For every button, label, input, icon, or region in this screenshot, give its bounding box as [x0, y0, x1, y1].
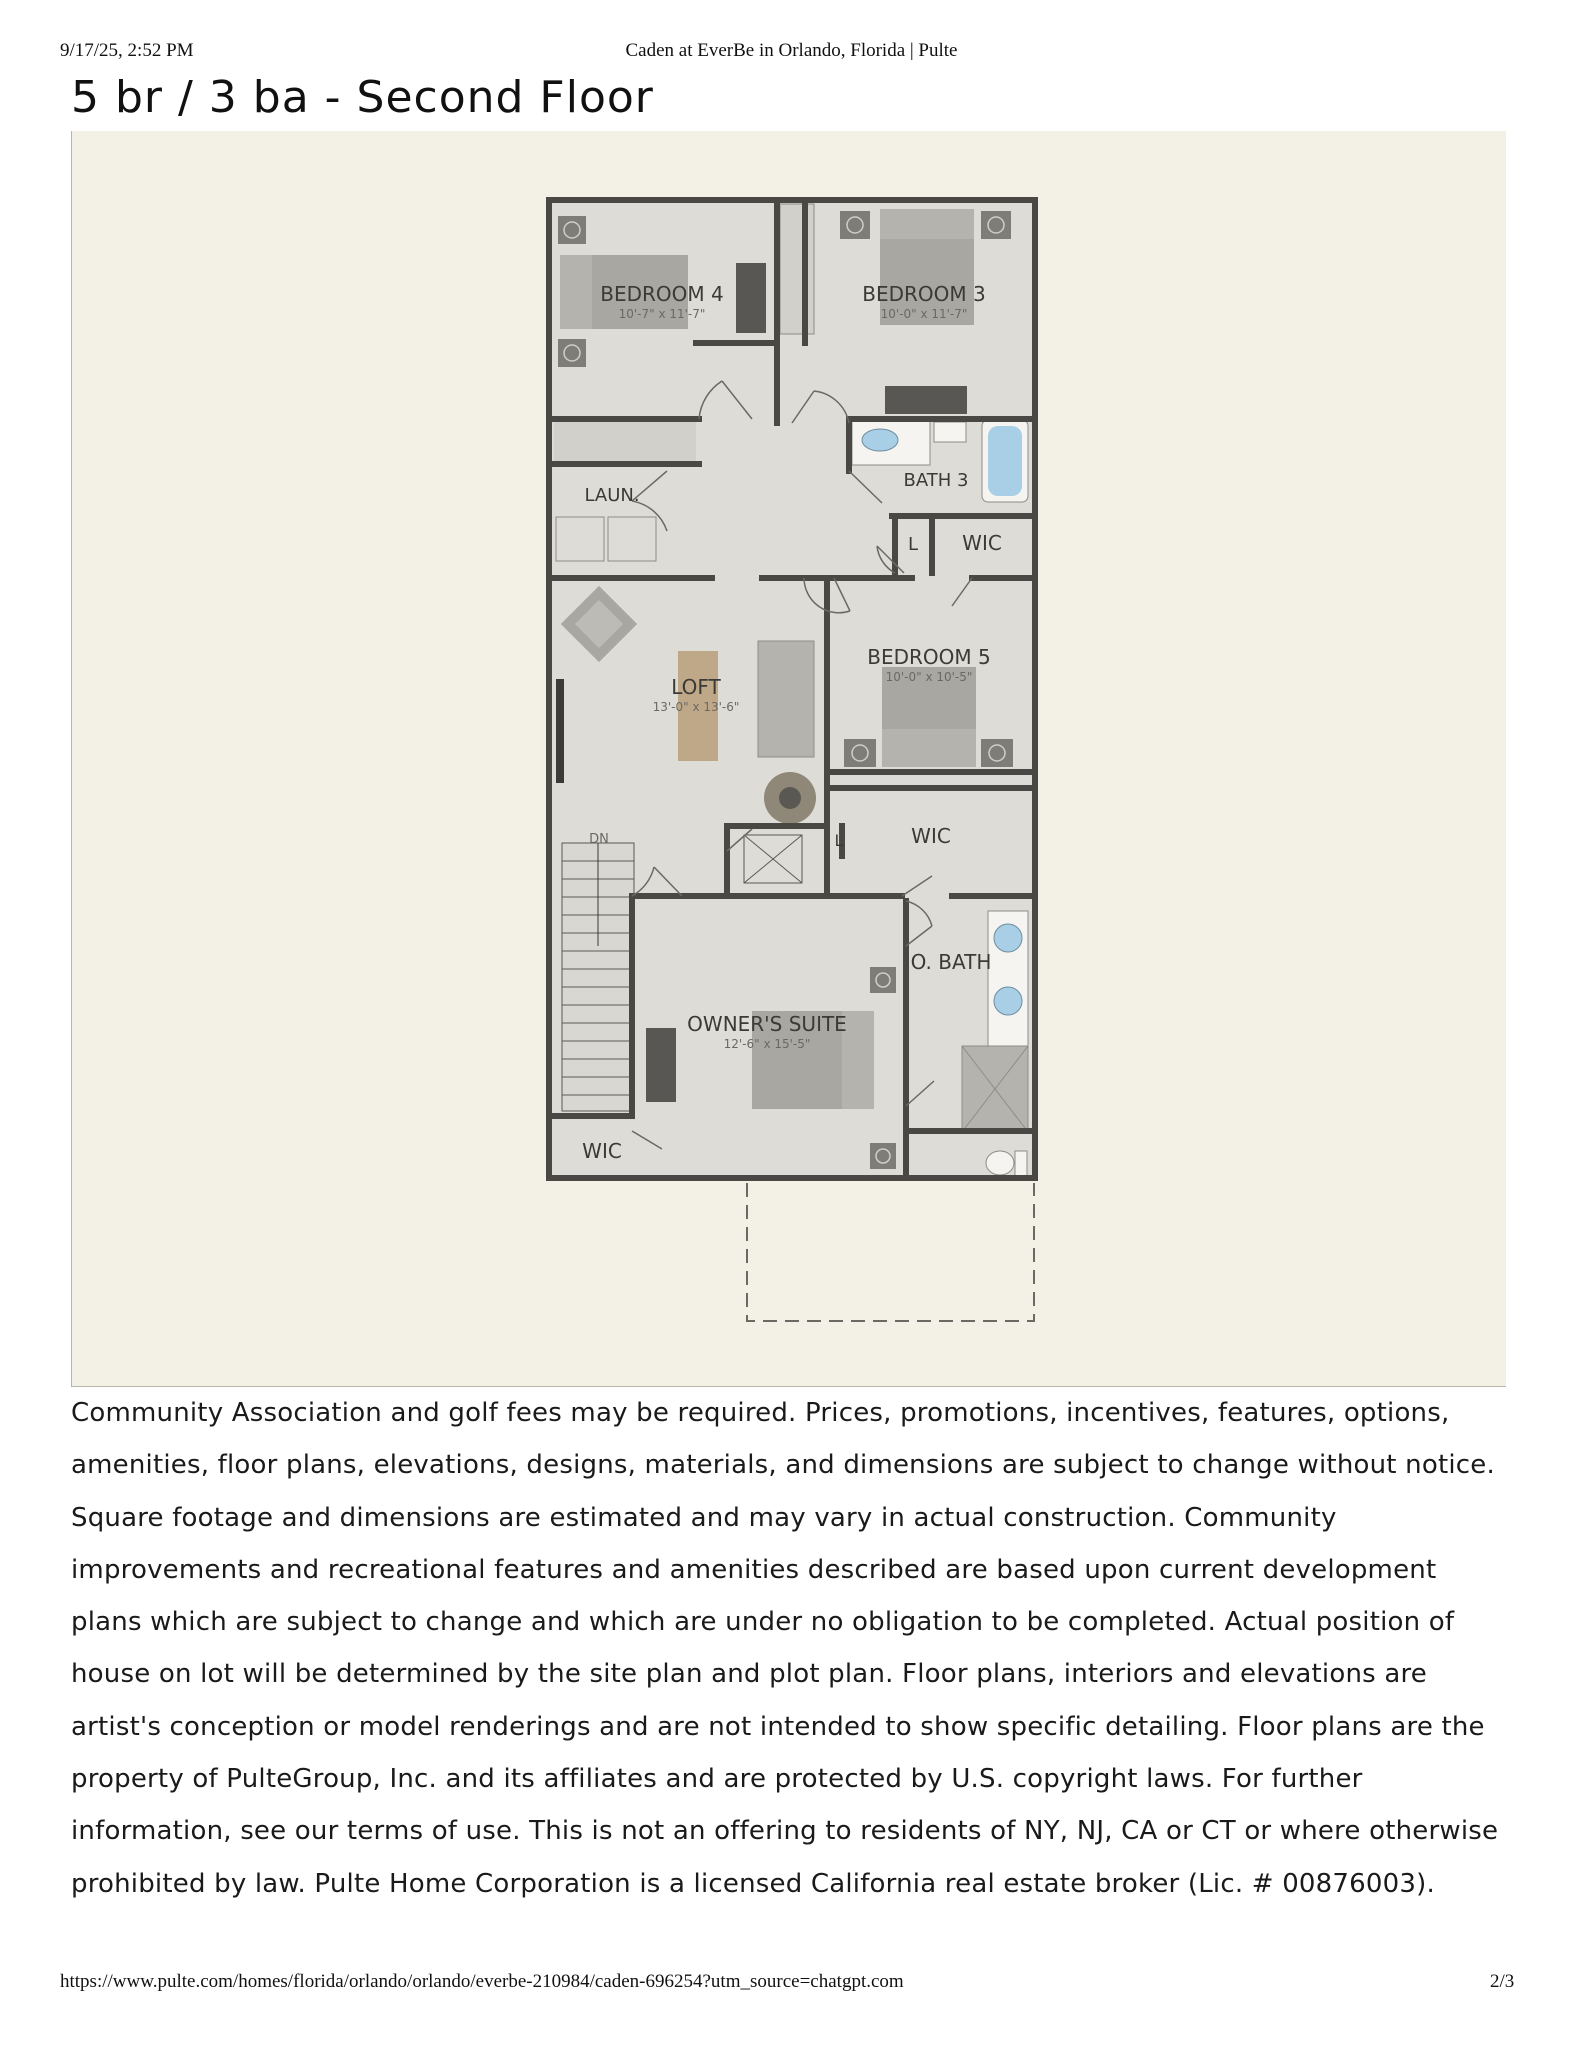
room-label-linen-2: L: [834, 831, 844, 850]
room-label-wic-3: WIC: [582, 1139, 622, 1163]
room-label-bedroom-5: BEDROOM 5: [867, 645, 991, 669]
room-label-bedroom-4: BEDROOM 4: [600, 282, 724, 306]
floor-plan-drawing: [72, 131, 1506, 1386]
room-label-bath-3: BATH 3: [903, 470, 969, 491]
patio-outline: [747, 1183, 1034, 1321]
print-page-title: Caden at EverBe in Orlando, Florida | Pulte: [625, 40, 958, 61]
floor-plan-image: [71, 131, 1506, 1387]
room-label-bedroom-3: BEDROOM 3: [862, 282, 986, 306]
print-date-time: 9/17/25, 2:52 PM: [60, 40, 194, 61]
room-label-owners-bath: O. BATH: [910, 950, 992, 974]
room-label-loft: LOFT: [671, 675, 721, 699]
room-dim-bedroom-4: 10'-7" x 11'-7": [618, 307, 706, 321]
room-label-wic-1: WIC: [962, 531, 1002, 555]
room-dim-bedroom-3: 10'-0" x 11'-7": [880, 307, 968, 321]
floor-plan-heading: 5 br / 3 ba - Second Floor: [71, 72, 654, 123]
hall-closet: [554, 419, 696, 464]
room-label-owners-suite: OWNER'S SUITE: [687, 1012, 847, 1036]
stair-down-label: DN: [589, 832, 609, 847]
room-label-wic-2: WIC: [911, 824, 951, 848]
room-dim-owners-suite: 12'-6" x 15'-5": [723, 1037, 811, 1051]
room-dim-bedroom-5: 10'-0" x 10'-5": [885, 670, 973, 684]
room-dim-loft: 13'-0" x 13'-6": [652, 700, 740, 714]
print-url: https://www.pulte.com/homes/florida/orlando/orlando/everbe-210984/caden-696254?utm_source=chatgpt.com: [60, 1971, 904, 1992]
legal-disclaimer: Community Association and golf fees may be required. Prices, promotions, incentives, features, options, amenities, floor plans, elevations, designs, materials, and dimensions are subject to change without notice. Square footage and dimensions are estimated and may vary in actual construction. Community improvements and recreational features and amenities described are based upon current development plans which are subject to change and which are under no obligation to be completed. Actual position of house on lot will be determined by the site plan and plot plan. Floor plans, interiors and elevations are artist's conception or model renderings and are not intended to show specific detailing. Floor plans are the property of PulteGroup, Inc. and its affiliates and are protected by U.S. copyright laws. For further information, see our terms of use. This is not an offering to residents of NY, NJ, CA or CT or where otherwise prohibited by law. Pulte Home Corporation is a licensed California real estate broker (Lic. # 00876003).: [71, 1398, 1499, 1899]
staircase: [562, 843, 634, 1111]
room-label-laundry: LAUN.: [584, 485, 640, 506]
room-label-linen-1: L: [907, 534, 919, 555]
print-page-number: 2/3: [1490, 1971, 1515, 1992]
